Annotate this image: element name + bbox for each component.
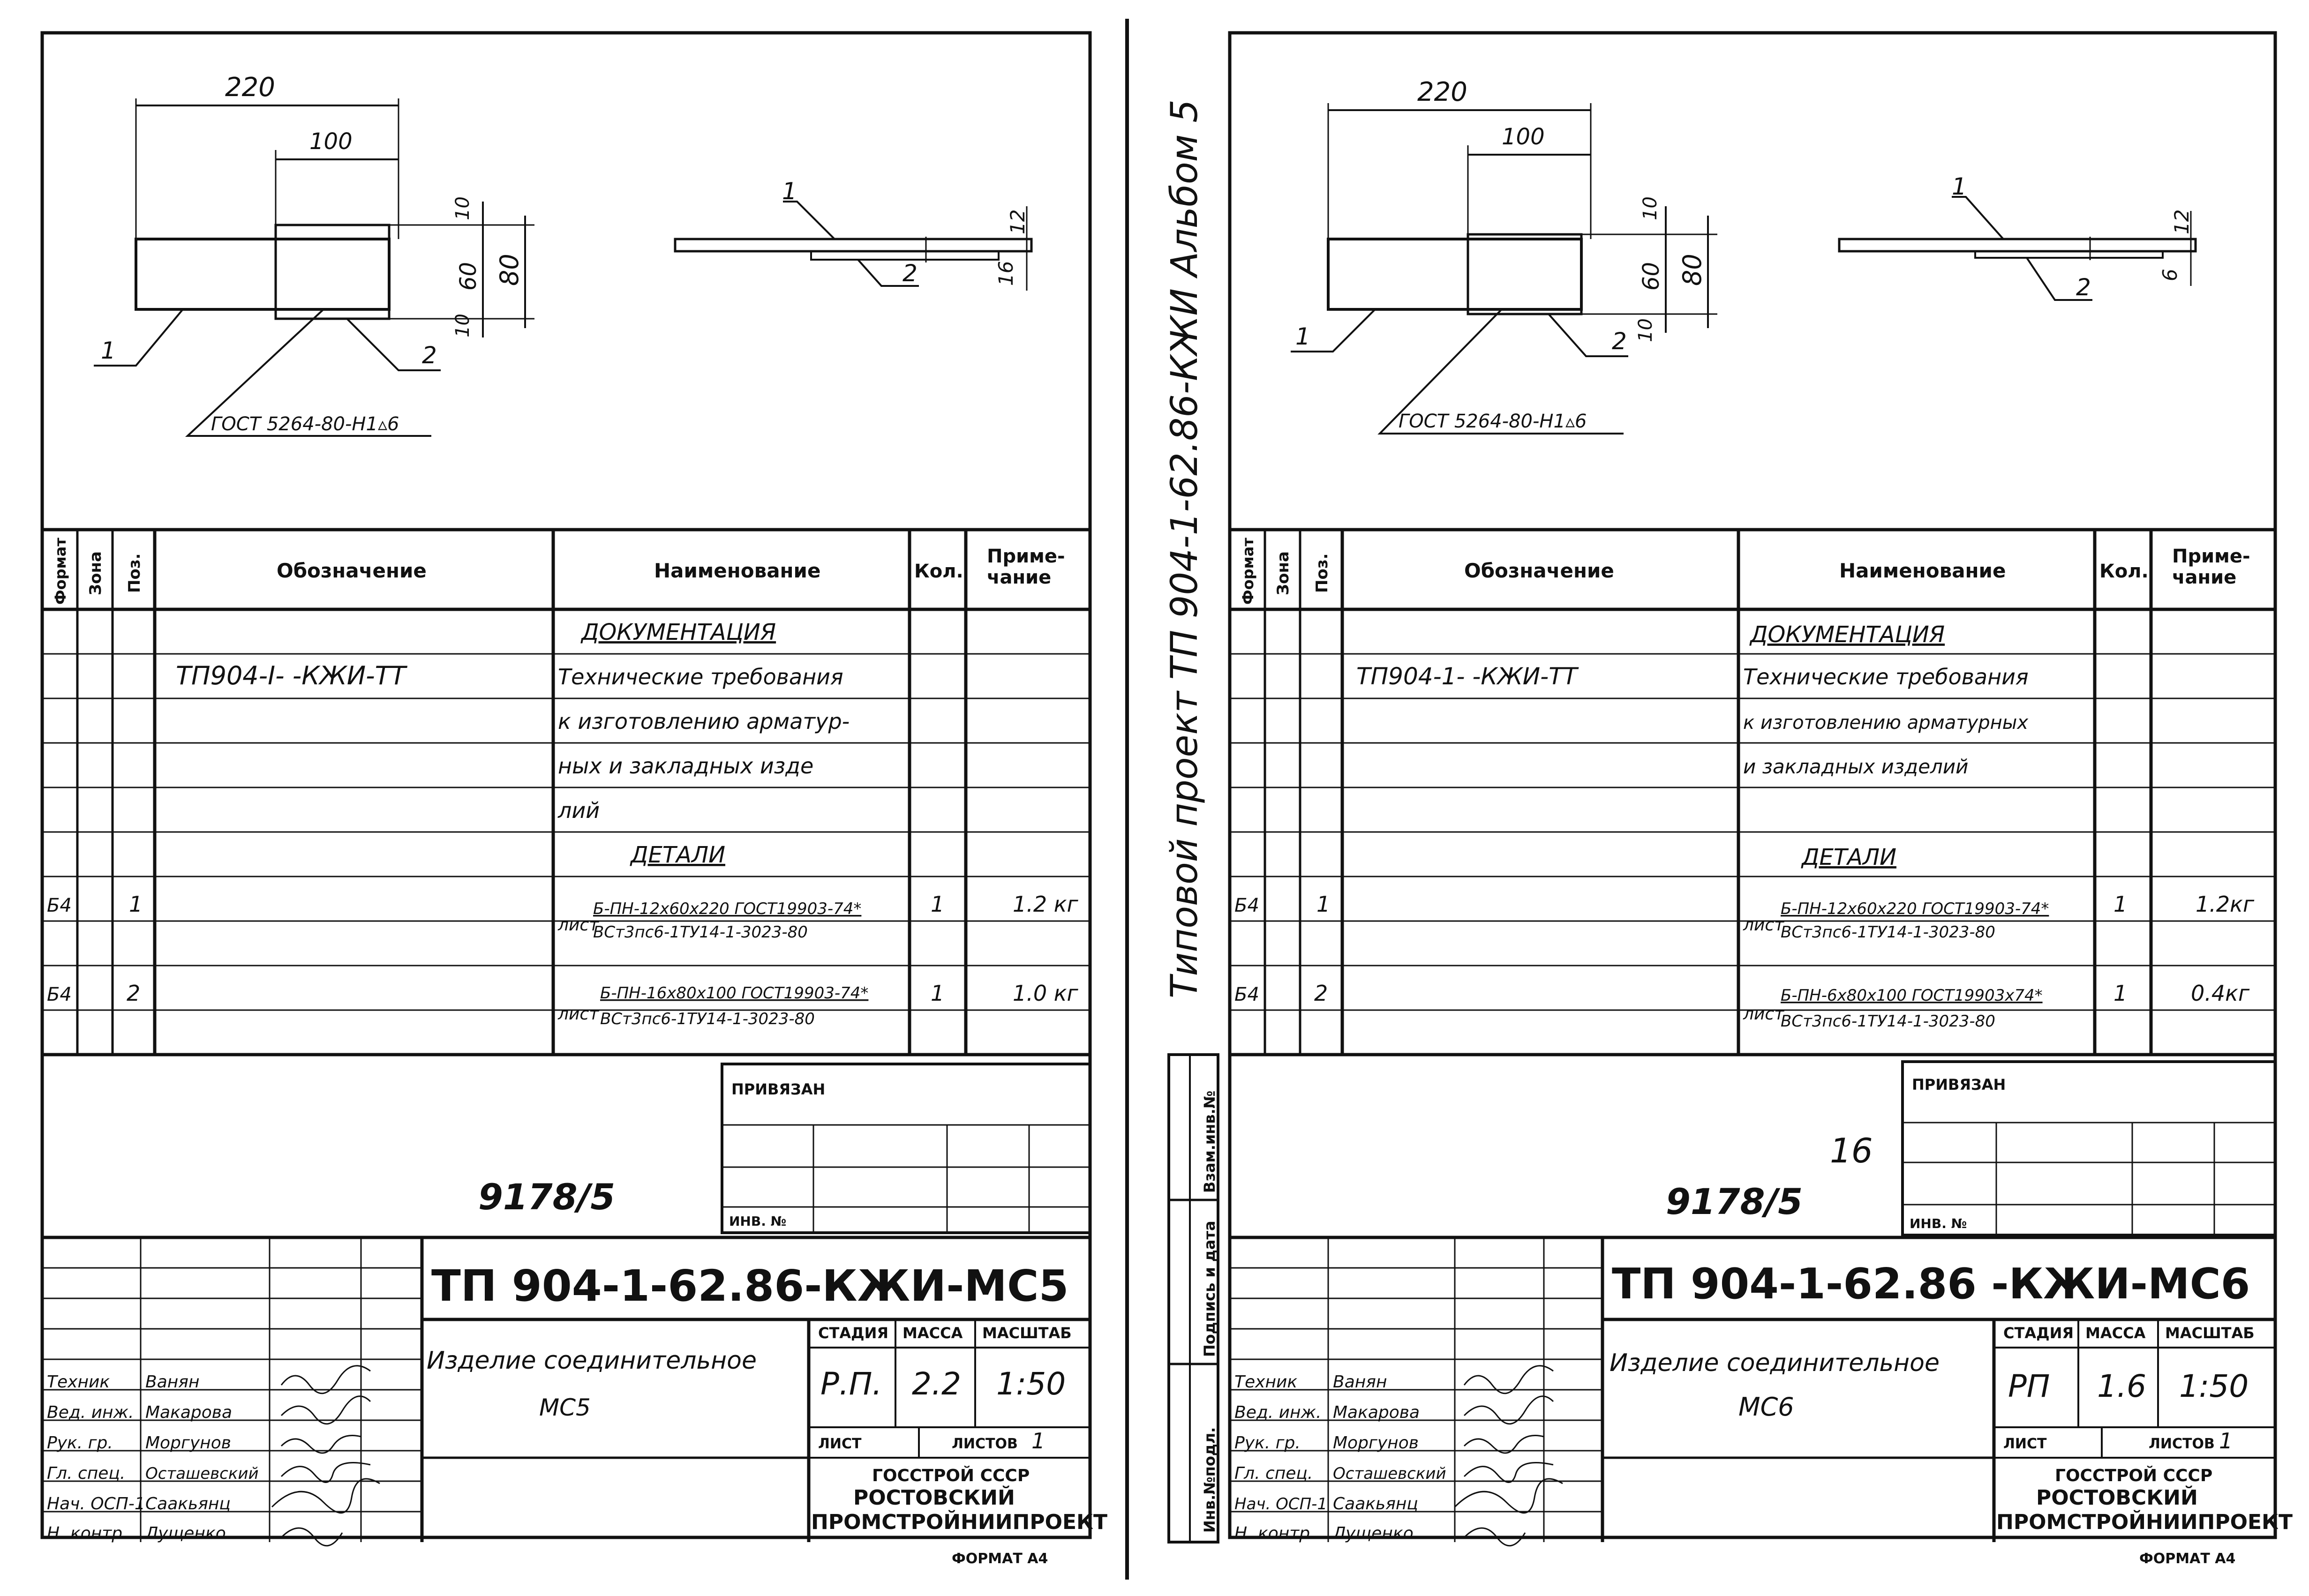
dim-10-bottom: 10 [452, 314, 474, 337]
stage-label: СТАДИЯ [2003, 1324, 2074, 1342]
title-block [1230, 1062, 2293, 1567]
header-qty: Кол. [914, 561, 963, 582]
side-dim-thickness: 6 [2159, 269, 2181, 281]
role-2: Рук. гр. [1234, 1433, 1301, 1453]
dim-100: 100 [309, 128, 353, 155]
plan-view [94, 72, 534, 436]
side-plate-1 [675, 239, 1031, 251]
org-line-3: ПРОМСТРОЙНИИПРОЕКТ [1996, 1510, 2293, 1534]
row1-qty: 1 [931, 892, 945, 917]
name-5: Лущенко [1333, 1524, 1414, 1543]
row2-name-bottom: ВСт3пс6-1ТУ14-1-3023-80 [1781, 1012, 1995, 1031]
row2-note: 0.4кг [2191, 981, 2250, 1006]
mass-label: МАССА [2085, 1324, 2146, 1342]
row1-note: 1.2 кг [1013, 892, 1078, 917]
scale-label: МАСШТАБ [982, 1324, 1072, 1342]
row1-name-prefix: лист [558, 915, 599, 935]
item-title-2: МС5 [539, 1394, 591, 1421]
name-0: Ванян [1333, 1372, 1387, 1392]
name-2: Моргунов [1333, 1433, 1419, 1453]
dim-100: 100 [1502, 124, 1545, 150]
row2-format: Б4 [47, 984, 72, 1005]
header-format: Формат [52, 538, 69, 605]
row-doc-designation: ТП904-I- -КЖИ-ТТ [176, 661, 406, 690]
org-line-1: ГОССТРОЙ СССР [872, 1466, 1030, 1485]
role-0: Техник [47, 1372, 110, 1392]
row2-name-top: Б-ПН-16х80х100 ГОСТ19903-74* [600, 984, 869, 1003]
row1-name-prefix: лист [1743, 915, 1784, 935]
side-stamp-signature: Подпись и дата [1201, 1221, 1218, 1357]
side-dim-12: 12 [1006, 209, 1029, 234]
dim-80: 80 [495, 254, 524, 286]
row1-name-top: Б-ПН-12х60х220 ГОСТ19903-74* [1781, 899, 2049, 918]
row1-name-bottom: ВСт3пс6-1ТУ14-1-3023-80 [593, 923, 808, 942]
row2-name-prefix: лист [558, 1004, 599, 1024]
title-block [42, 1064, 1107, 1567]
side-plate-2 [811, 251, 999, 260]
row-doc-designation: ТП904-1- -КЖИ-ТТ [1356, 663, 1578, 690]
role-5: Н. контр. [1234, 1524, 1316, 1543]
stage-label: СТАДИЯ [818, 1324, 888, 1342]
role-0: Техник [1234, 1372, 1298, 1392]
header-note-1: Приме- [2172, 546, 2250, 567]
row-doc-name-1: Технические требования [558, 664, 843, 689]
leader-pos-2: 2 [422, 342, 437, 369]
stage-value: Р.П. [820, 1366, 882, 1402]
sheet-number: 16 [1830, 1131, 1873, 1170]
name-2: Моргунов [145, 1433, 231, 1453]
org-line-1: ГОССТРОЙ СССР [2055, 1466, 2213, 1485]
name-1: Макарова [1333, 1403, 1420, 1422]
name-3: Осташевский [145, 1464, 259, 1483]
privyazan-label: ПРИВЯЗАН [1912, 1076, 2006, 1094]
org-line-2: РОСТОВСКИЙ [2036, 1486, 2198, 1510]
dim-10-bottom: 10 [1635, 318, 1656, 342]
header-note-2: чание [2172, 567, 2237, 588]
dim-10-top: 10 [452, 196, 474, 220]
row1-format: Б4 [1234, 895, 1259, 916]
row-section-documentation: ДОКУМЕНТАЦИЯ [581, 619, 776, 645]
row1-name-bottom: ВСт3пс6-1ТУ14-1-3023-80 [1781, 923, 1995, 942]
item-title-2: МС6 [1738, 1392, 1794, 1422]
scale-value: 1:50 [2179, 1368, 2249, 1404]
row2-pos: 2 [1314, 981, 1328, 1006]
row-doc-name-4: лий [558, 798, 600, 823]
row-doc-name-1: Технические требования [1743, 664, 2029, 689]
row-doc-name-3: и закладных изделий [1743, 755, 1969, 778]
side-view [1839, 173, 2196, 301]
plate-2-outline [1468, 234, 1581, 314]
side-plate-1 [1839, 239, 2196, 251]
specification-table [1230, 530, 2275, 1055]
inv-label: ИНВ. № [729, 1214, 787, 1229]
role-4: Нач. ОСП-1 [1234, 1495, 1328, 1514]
row1-pos: 1 [129, 892, 143, 917]
leader-pos-1: 1 [101, 337, 116, 364]
dim-80: 80 [1677, 254, 1707, 286]
name-5: Лущенко [145, 1524, 226, 1543]
dim-10-top: 10 [1640, 196, 1661, 220]
header-name: Наименование [654, 559, 821, 582]
signature-rows [1234, 1366, 1563, 1546]
mass-value: 2.2 [912, 1366, 961, 1402]
side-leader-2: 2 [2076, 274, 2091, 301]
plan-view [1291, 77, 1717, 434]
row1-name-top: Б-ПН-12х60х220 ГОСТ19903-74* [593, 899, 862, 918]
signature-rows [47, 1366, 380, 1546]
role-5: Н. контр. [47, 1524, 128, 1543]
dim-220: 220 [225, 72, 275, 103]
sheets-count: 1 [1031, 1428, 1045, 1454]
header-note-2: чание [987, 567, 1052, 588]
format-label: ФОРМАТ А4 [952, 1551, 1048, 1567]
row-section-details: ДЕТАЛИ [631, 842, 725, 868]
item-title-1: Изделие соединительное [427, 1347, 757, 1375]
scale-value: 1:50 [996, 1366, 1066, 1402]
weld-symbol: ГОСТ 5264-80-Н1▵6 [1399, 411, 1587, 432]
row-doc-name-2: к изготовлению арматур- [558, 709, 850, 734]
row-section-documentation: ДОКУМЕНТАЦИЯ [1750, 622, 1945, 648]
name-4: Саакьянц [145, 1494, 231, 1514]
header-format: Формат [1239, 538, 1257, 605]
dim-60: 60 [1638, 262, 1664, 291]
drawing-sheet-right [1155, 0, 2309, 1594]
scale-label: МАСШТАБ [2165, 1324, 2255, 1342]
handwritten-signatures [1455, 1366, 1563, 1546]
row1-format: Б4 [47, 895, 72, 916]
header-name: Наименование [1839, 559, 2006, 582]
role-3: Гл. спец. [1234, 1464, 1313, 1483]
header-designation: Обозначение [277, 559, 427, 582]
side-stamp [1169, 1055, 1218, 1542]
sheet-label: ЛИСТ [818, 1436, 862, 1452]
header-zone: Зона [86, 551, 105, 595]
archive-number: 9178/5 [478, 1176, 616, 1218]
sheet-label: ЛИСТ [2003, 1436, 2047, 1452]
header-designation: Обозначение [1464, 559, 1614, 582]
plate-1-outline [1328, 239, 1581, 309]
leader-pos-2: 2 [1612, 328, 1627, 355]
row2-format: Б4 [1234, 984, 1259, 1005]
row2-name-prefix: лист [1743, 1004, 1784, 1024]
row2-pos: 2 [127, 981, 141, 1006]
side-stamp-replace: Взам.инв.№ [1201, 1090, 1218, 1193]
header-pos: Поз. [1313, 553, 1331, 593]
sheet-frame [42, 33, 1090, 1537]
side-leader-1: 1 [782, 178, 797, 205]
name-0: Ванян [145, 1372, 200, 1392]
leader-pos-1: 1 [1295, 323, 1310, 350]
row2-name-bottom: ВСт3пс6-1ТУ14-1-3023-80 [600, 1010, 815, 1028]
header-qty: Кол. [2099, 561, 2149, 582]
side-leader-1: 1 [1952, 173, 1967, 200]
sheets-label: ЛИСТОВ [952, 1436, 1018, 1452]
sheet-right-svg [1155, 0, 2309, 1594]
weld-symbol: ГОСТ 5264-80-Н1▵6 [211, 413, 399, 435]
sheets-label: ЛИСТОВ [2149, 1436, 2215, 1452]
row2-name-top: Б-ПН-6х80х100 ГОСТ19903х74* [1781, 986, 2043, 1005]
row2-note: 1.0 кг [1013, 981, 1078, 1006]
role-4: Нач. ОСП-1 [47, 1494, 145, 1514]
sheets-count: 1 [2219, 1428, 2233, 1454]
role-2: Рук. гр. [47, 1433, 113, 1453]
row2-qty: 1 [931, 981, 945, 1006]
name-4: Саакьянц [1333, 1494, 1418, 1514]
role-1: Вед. инж. [1234, 1403, 1322, 1422]
stage-value: РП [2008, 1368, 2050, 1404]
side-stamp-inventory: Инв.№подл. [1201, 1427, 1218, 1533]
document-code: ТП 904-1-62.86 -КЖИ-МС6 [1612, 1259, 2250, 1309]
role-1: Вед. инж. [47, 1403, 134, 1422]
side-leader-2: 2 [903, 260, 918, 287]
item-title-1: Изделие соединительное [1610, 1349, 1940, 1377]
row1-note: 1.2кг [2196, 892, 2255, 917]
side-caption: Типовой проект ТП 904-1-62.86-КЖИ Альбом 5 [1164, 99, 1206, 998]
org-line-3: ПРОМСТРОЙНИИПРОЕКТ [811, 1510, 1108, 1534]
org-line-2: РОСТОВСКИЙ [853, 1486, 1015, 1510]
side-dim-12: 12 [2170, 209, 2193, 234]
document-code: ТП 904-1-62.86-КЖИ-МС5 [431, 1261, 1069, 1311]
privyazan-label: ПРИВЯЗАН [731, 1080, 826, 1098]
drawing-sheet-left [0, 0, 1154, 1594]
row-doc-name-3: ных и закладных изде [558, 753, 814, 779]
mass-label: МАССА [903, 1324, 963, 1342]
row1-pos: 1 [1316, 892, 1331, 917]
row-section-details: ДЕТАЛИ [1802, 844, 1896, 870]
dim-220: 220 [1417, 77, 1467, 107]
header-zone: Зона [1274, 551, 1293, 595]
name-3: Осташевский [1333, 1464, 1446, 1483]
plate-1-outline [136, 239, 389, 309]
sheet-left-svg [0, 0, 1154, 1594]
row1-qty: 1 [2113, 892, 2128, 917]
header-pos: Поз. [125, 553, 144, 593]
specification-table [42, 530, 1090, 1055]
header-note-1: Приме- [987, 546, 1065, 567]
dim-60: 60 [455, 262, 481, 291]
side-view [675, 178, 1031, 291]
side-dim-thickness: 16 [994, 261, 1017, 286]
inv-label: ИНВ. № [1910, 1216, 1967, 1231]
format-label: ФОРМАТ А4 [2139, 1551, 2236, 1567]
row-doc-name-2: к изготовлению арматурных [1743, 712, 2029, 734]
archive-number: 9178/5 [1666, 1181, 1803, 1222]
handwritten-signatures [272, 1366, 380, 1546]
row2-qty: 1 [2113, 981, 2128, 1006]
role-3: Гл. спец. [47, 1464, 126, 1483]
name-1: Макарова [145, 1403, 233, 1422]
mass-value: 1.6 [2097, 1368, 2146, 1404]
